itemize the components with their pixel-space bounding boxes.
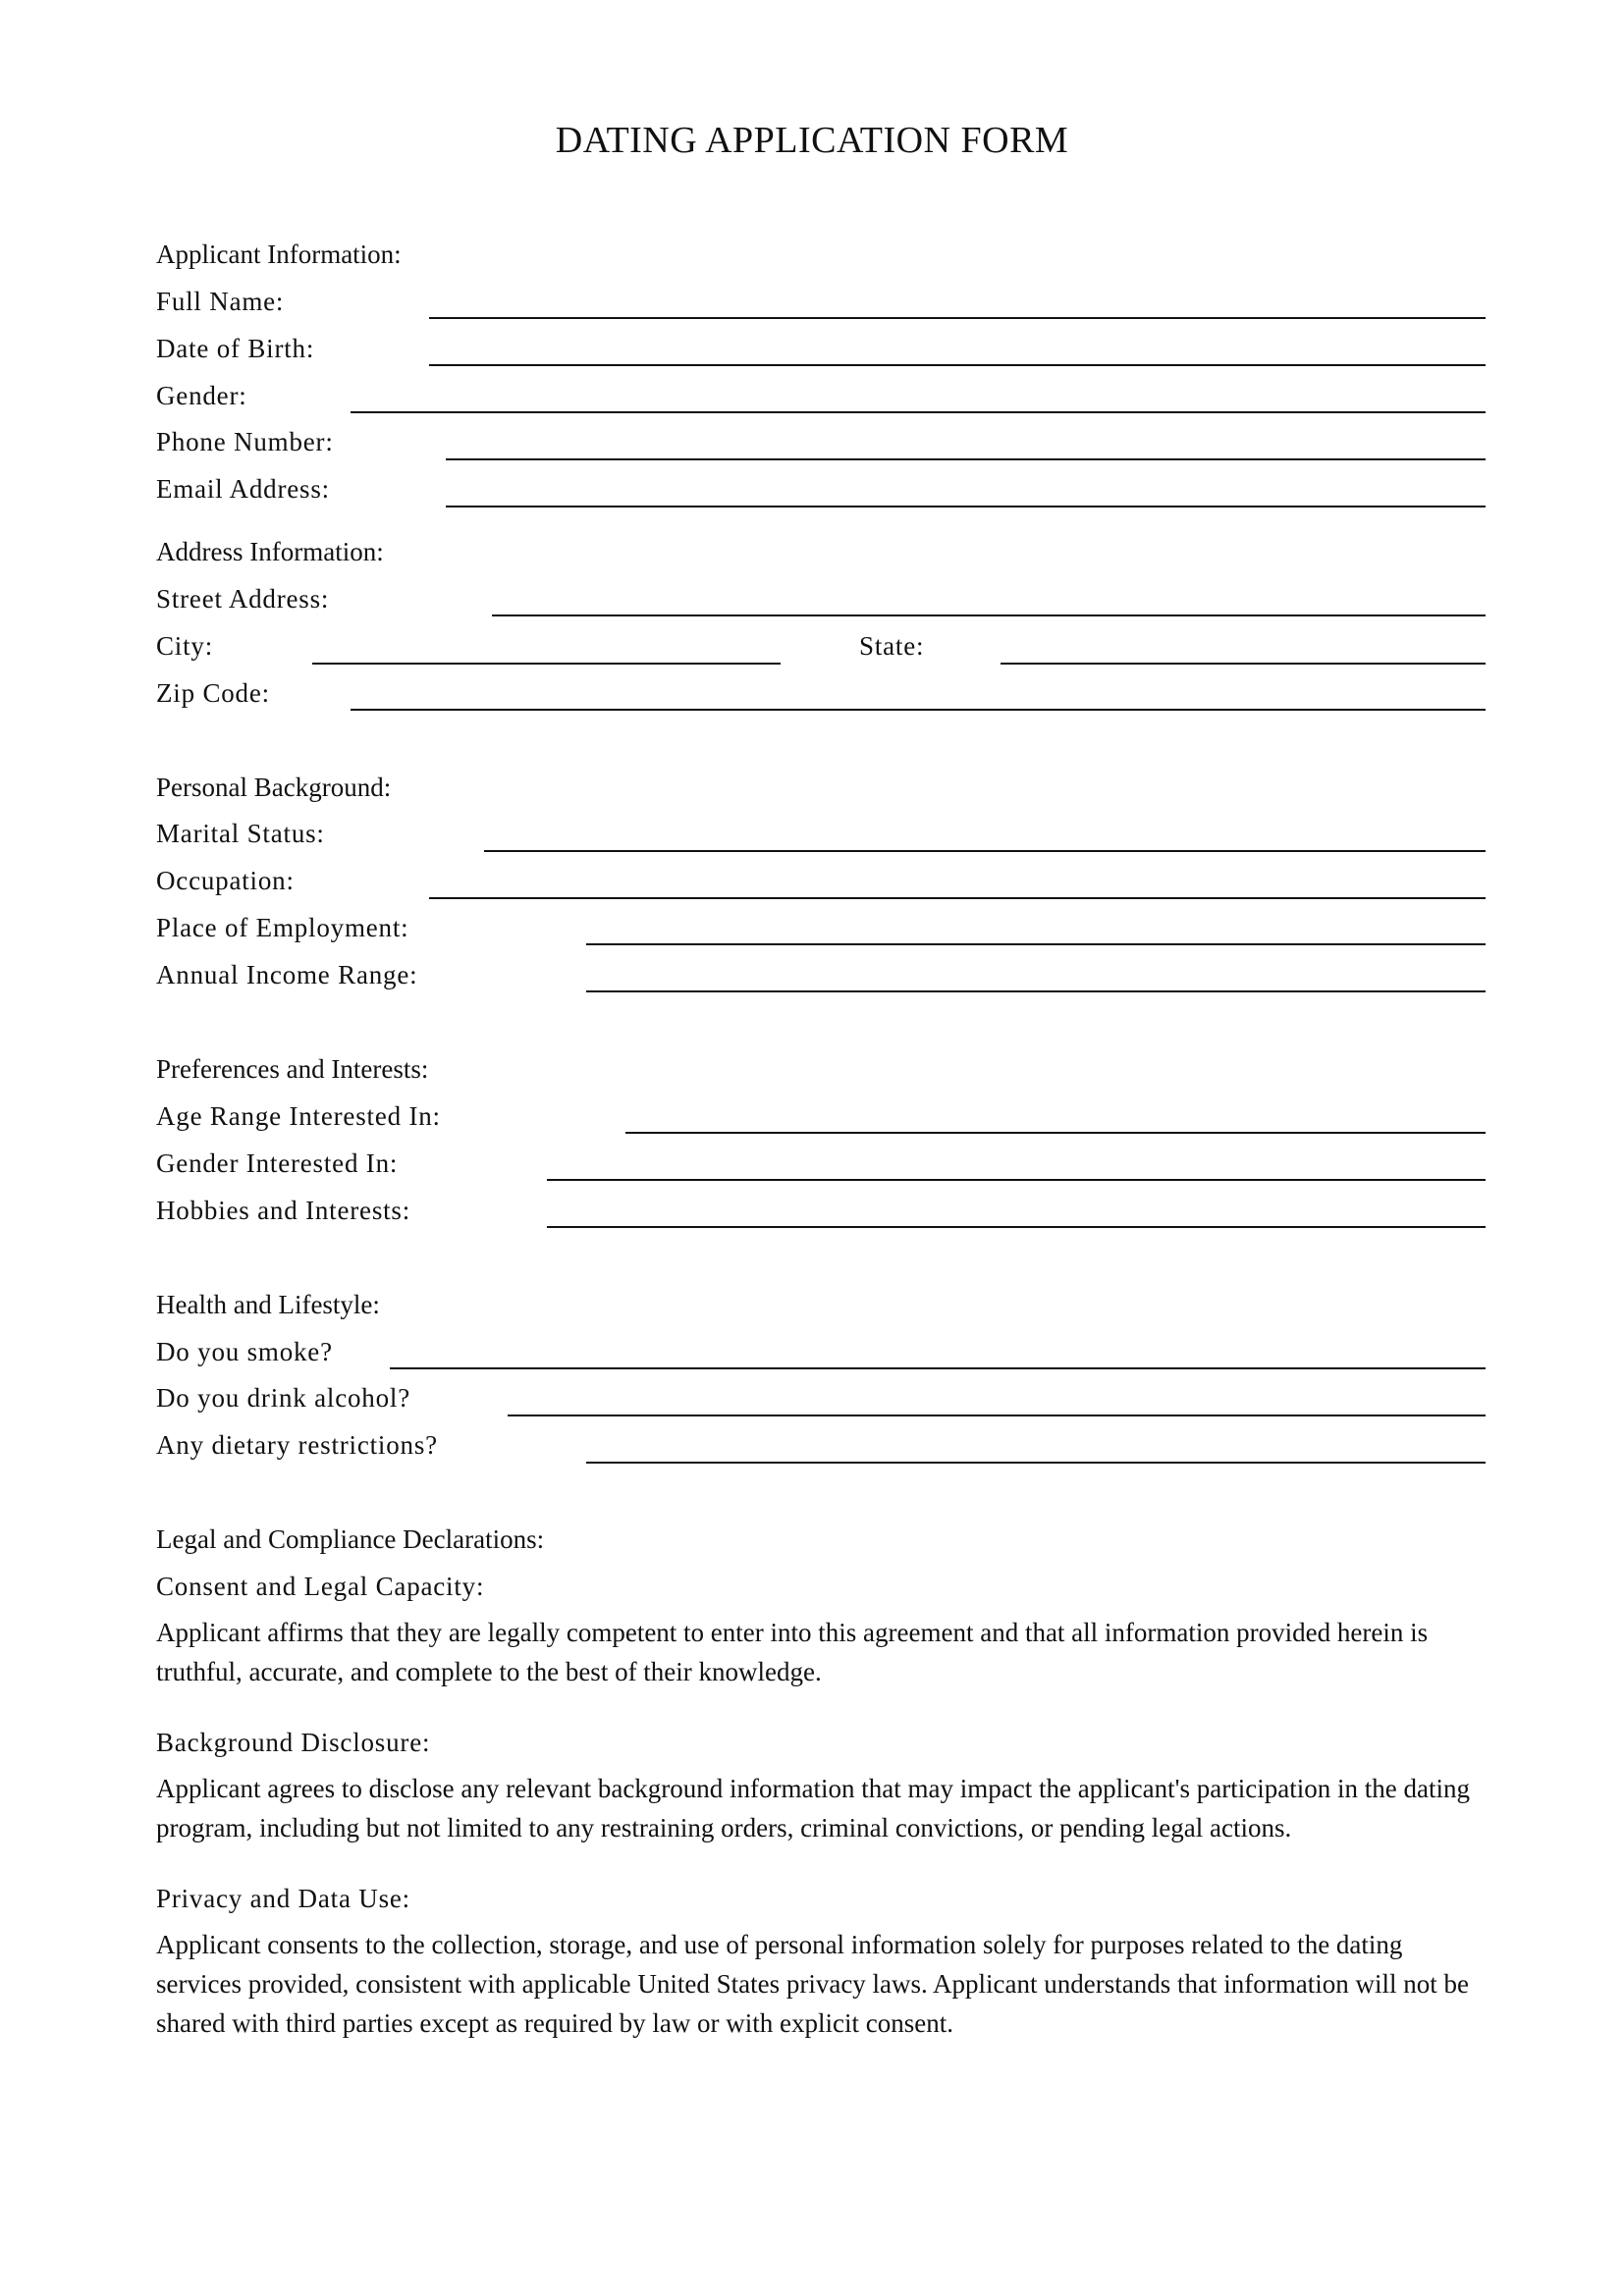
zip-code-field[interactable] <box>351 709 1486 711</box>
occupation-label: Occupation: <box>156 866 295 895</box>
email-address-field[interactable] <box>446 506 1486 507</box>
place-of-employment-label: Place of Employment: <box>156 913 409 942</box>
annual-income-range-label: Annual Income Range: <box>156 960 418 989</box>
date-of-birth-label: Date of Birth: <box>156 334 315 363</box>
city-label: City: <box>156 631 214 661</box>
zip-code-label: Zip Code: <box>156 678 270 708</box>
hobbies-label: Hobbies and Interests: <box>156 1196 411 1225</box>
place-of-employment-field[interactable] <box>586 943 1486 945</box>
form-title: DATING APPLICATION FORM <box>555 120 1069 161</box>
phone-number-field[interactable] <box>446 458 1486 460</box>
state-label: State: <box>859 631 925 661</box>
gender-interested-label: Gender Interested In: <box>156 1148 399 1178</box>
section-heading-preferences: Preferences and Interests: <box>156 1054 429 1084</box>
phone-number-label: Phone Number: <box>156 427 334 456</box>
section-heading-background: Personal Background: <box>156 773 392 802</box>
disclosure-paragraph: Applicant agrees to disclose any relevant background information that may impact the applicant's participation in the dating program, including but not limited to any restraining orders, criminal convictions, or pending legal actions. <box>156 1774 1470 1842</box>
section-heading-health: Health and Lifestyle: <box>156 1290 380 1319</box>
dietary-label: Any dietary restrictions? <box>156 1430 438 1460</box>
full-name-label: Full Name: <box>156 287 285 316</box>
street-address-field[interactable] <box>492 614 1486 616</box>
state-field[interactable] <box>1001 663 1486 665</box>
annual-income-range-field[interactable] <box>586 990 1486 992</box>
city-field[interactable] <box>312 663 781 665</box>
section-heading-applicant: Applicant Information: <box>156 240 402 269</box>
section-heading-address: Address Information: <box>156 537 384 566</box>
street-address-label: Street Address: <box>156 584 330 614</box>
alcohol-field[interactable] <box>508 1415 1486 1416</box>
occupation-field[interactable] <box>429 897 1486 899</box>
disclosure-heading: Background Disclosure: <box>156 1728 431 1757</box>
hobbies-field[interactable] <box>547 1226 1486 1228</box>
consent-paragraph: Applicant affirms that they are legally competent to enter into this agreement and that all information provided herein is truthful, accurate, and complete to the best of their knowledge. <box>156 1618 1429 1686</box>
privacy-paragraph: Applicant consents to the collection, storage, and use of personal information solely for purposes related to the dating services provided, consistent with applicable United States privacy laws. Applicant understands that information will not be shared with third parties except as required by law or with explicit consent. <box>156 1930 1469 2038</box>
privacy-heading: Privacy and Data Use: <box>156 1884 410 1913</box>
age-range-field[interactable] <box>625 1132 1486 1134</box>
email-address-label: Email Address: <box>156 474 330 504</box>
gender-interested-field[interactable] <box>547 1179 1486 1181</box>
alcohol-label: Do you drink alcohol? <box>156 1383 410 1413</box>
smoke-field[interactable] <box>390 1367 1486 1369</box>
section-heading-legal: Legal and Compliance Declarations: <box>156 1524 545 1554</box>
age-range-label: Age Range Interested In: <box>156 1101 441 1131</box>
marital-status-field[interactable] <box>484 850 1486 852</box>
gender-field[interactable] <box>351 411 1486 413</box>
marital-status-label: Marital Status: <box>156 819 325 848</box>
consent-heading: Consent and Legal Capacity: <box>156 1572 485 1601</box>
smoke-label: Do you smoke? <box>156 1337 333 1366</box>
gender-label: Gender: <box>156 381 247 410</box>
full-name-field[interactable] <box>429 317 1486 319</box>
dietary-field[interactable] <box>586 1462 1486 1464</box>
date-of-birth-field[interactable] <box>429 364 1486 366</box>
